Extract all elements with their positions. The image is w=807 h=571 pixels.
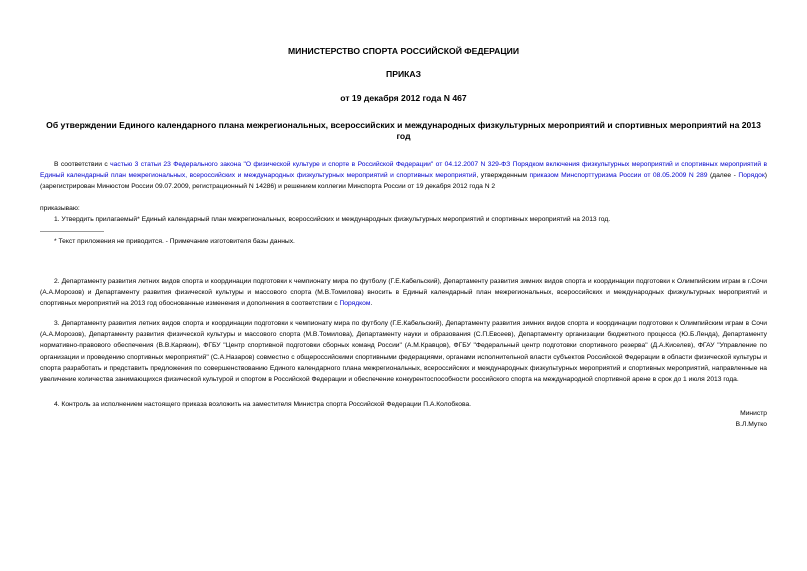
ministry-heading: МИНИСТЕРСТВО СПОРТА РОССИЙСКОЙ ФЕДЕРАЦИИ [287,46,519,56]
inclusion-procedure-link[interactable]: Порядком включения физкультурных мероприятий и спортивных мероприятий в Единый календарный план межрегиональных, всероссийских и международных физкультурных мероприятий и спортивных мероприятий [40,161,768,180]
signature-name: В.Л.Мутко [735,421,767,428]
doc-subject-title: Об утверждении Единого календарного плана межрегиональных, всероссийских и международных физкультурных мероприятий и спортивных мероприятий на 2013 год [46,120,761,141]
law-article-link[interactable]: статьи 23 [140,161,171,168]
footnote-divider [40,231,104,232]
preamble-text-5: , утвержденным [476,172,530,180]
doc-type-heading: ПРИКАЗ [386,69,421,79]
procedure-link-2[interactable]: Порядком [339,300,371,308]
preamble-paragraph [40,159,767,193]
order-item-2-text: 2. Департаменту развития летних видов спорта и координации подготовки к чемпионату мира по футболу (Г.Е.Кабельский), Департаменту развития зимних видов спорта и координации подготовки к Олимпийским играм в г.Сочи (А.А.Морозов) и Департаменту развития физической культуры и массового спорта (М.В.Томилова) вносить в Единый календарный план межрегиональных, всероссийских и международных физкультурных мероприятий и спортивных мероприятий на 2013 год обоснованные изменения и дополнения в соответствии с [40,278,767,308]
preamble-text-7: ) (зарегистрирован Минюстом России 09.07.2009, регистрационный N 14286) и решением коллегии Минспорта России от 19 декабря 2012 года N 2 [40,172,767,191]
order-item-4: 4. Контроль за исполнением настоящего приказа возложить на заместителя Министра спорта Российской Федерации П.А.Колобкова. [54,401,472,408]
order-item-3: 3. Департаменту развития летних видов спорта и координации подготовки к чемпионату мира по футболу (Г.Е.Кабельский), Департаменту развития зимних видов спорта и координации подготовки к Олимпийским играм в Сочи (А.А.Морозов), Департаменту развития физической культуры и массового спорта (М.В.Томилова), Департаменту науки и образования (С.П.Евсеев), Департаменту организации бюджетного процесса (Ю.Б.Ленда), Департаменту нормативно-правового обеспечения (В.В.Карякин), ФГБУ "Центр спортивной подготовки сборных команд России" (А.М.Кравцов), ФГБУ "Федеральный центр подготовки спортивного резерва" (Д.А.Киселев), ФГАУ "Управление по организации и проведению спортивных мероприятий" (С.А.Назаров) совместно с общероссийскими спортивными федерациями, органами исполнительной власти субъектов Российской Федерации в области физической культуры и спорта разработать и представить предложения по совершенствованию Единого календарного плана межрегиональных, всероссийских и международных физкультурных мероприятий и спортивных мероприятий, направленные на увеличение количества занимающихся физической культурой и спортом в Российской Федерации и обеспечение конкурентоспособности российского спорта на международной спортивной арене в срок до 1 июля 2013 года. [40,320,767,384]
procedure-link[interactable]: Порядок [738,172,765,180]
date-number-heading: от 19 декабря 2012 года N 467 [340,93,467,103]
preamble-text-1: В соответствии с [54,161,111,168]
signature-title: Министр [740,410,767,417]
federal-law-link[interactable]: Федерального закона "О физической культуре и спорте в Российской Федерации" от 04.12.2007 N 329-ФЗ [173,161,511,168]
order-item-2 [40,276,767,310]
preamble-text-6: (далее - [707,172,739,180]
order-item-2-end: . [370,300,373,308]
order-item-1: 1. Утвердить прилагаемый* Единый календарный план межрегиональных, всероссийских и международных физкультурных мероприятий и спортивных мероприятий на 2013 год. [54,216,611,223]
footnote-text: * Текст приложения не приводится. - Примечание изготовителя базы данных. [54,238,295,245]
ministry-order-link[interactable]: приказом Минспорттуризма России от 08.05.2009 N 289 [529,172,708,180]
law-part-link[interactable]: частью 3 [110,161,139,168]
order-word: приказываю: [40,205,80,212]
